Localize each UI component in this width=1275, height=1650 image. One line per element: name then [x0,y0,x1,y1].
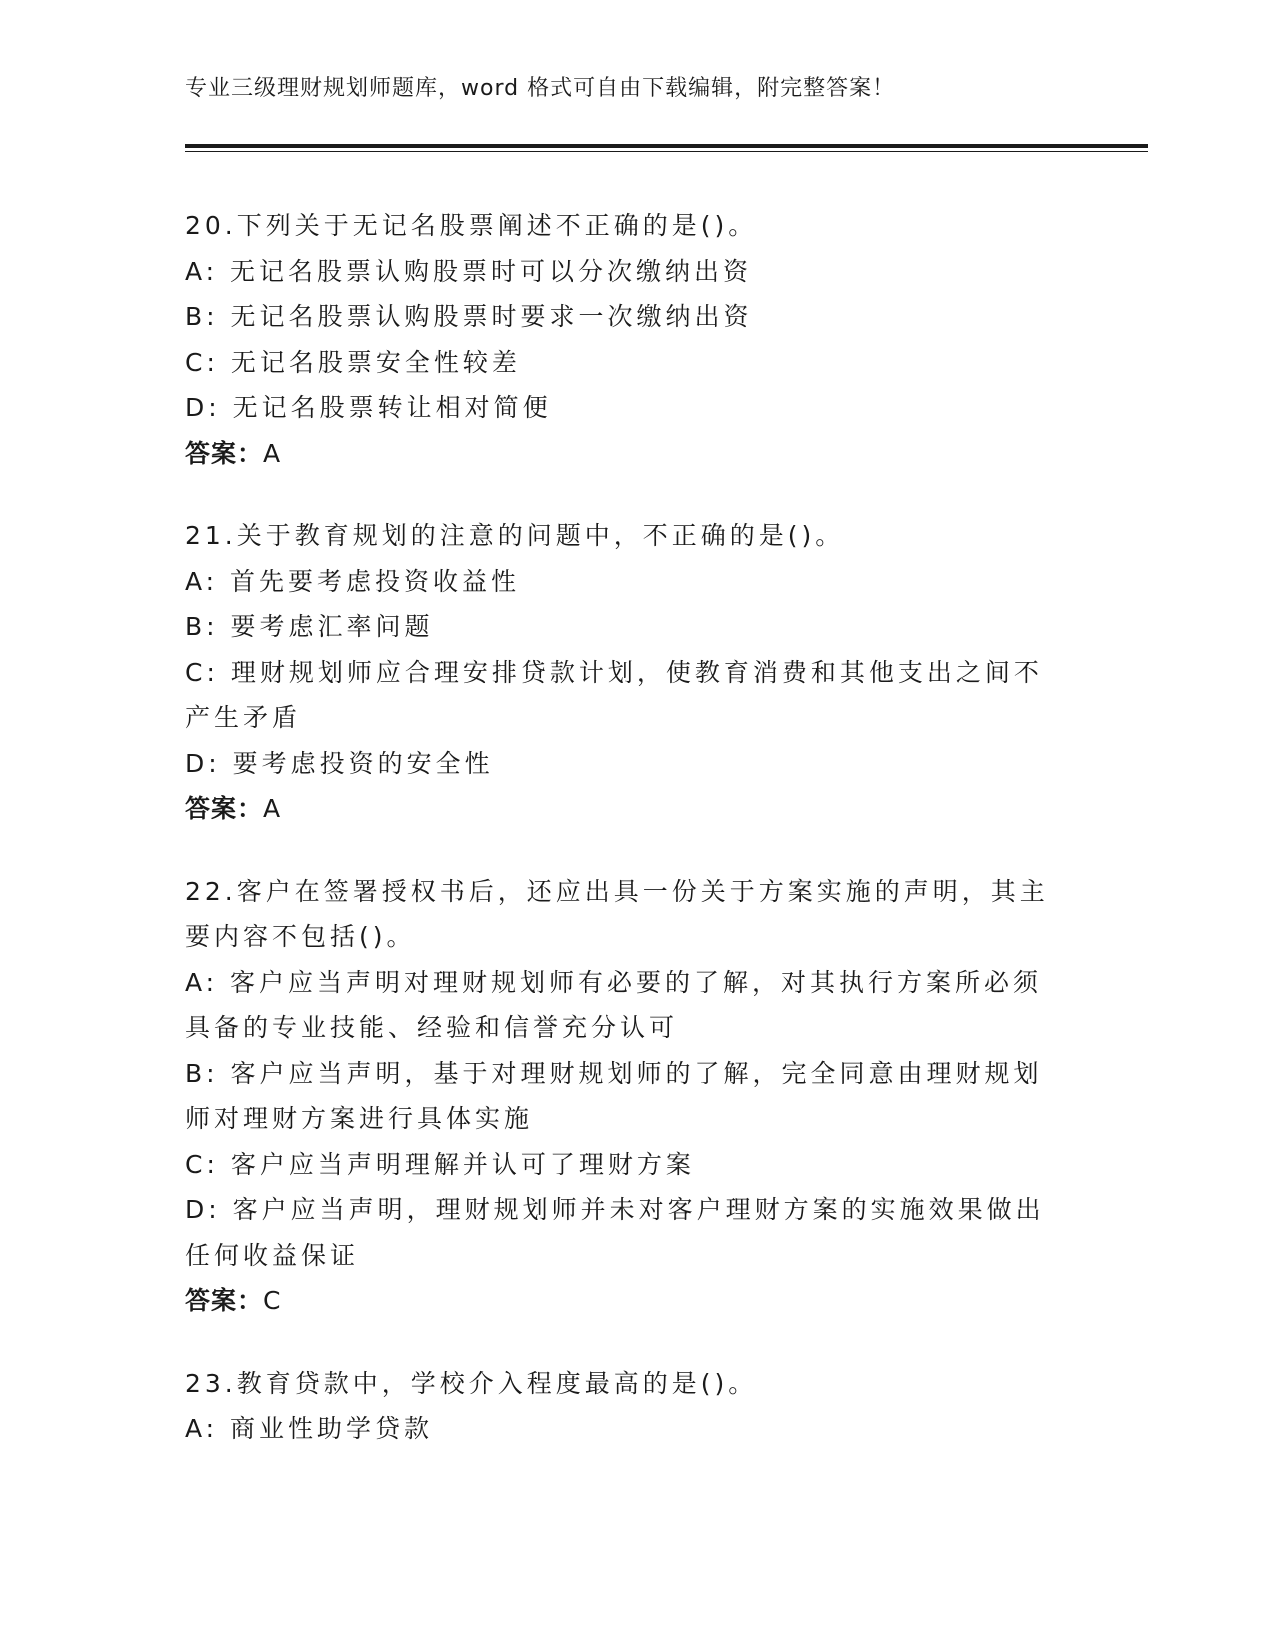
header-rule-thin [185,151,1148,152]
option-a: A: 商业性助学贷款 [185,1414,434,1443]
question-stem: 20.下列关于无记名股票阐述不正确的是()。 [185,211,758,240]
answer-label: 答案： [185,794,264,823]
question-23 [185,1361,1065,1452]
option-d: D: 要考虑投资的安全性 [185,748,494,778]
option-c: C: 客户应当声明理解并认可了理财方案 [185,1149,695,1179]
answer-line [185,786,1065,832]
question-stem: 23.教育贷款中，学校介入程度最高的是()。 [185,1368,758,1398]
answer-value: C [263,1286,282,1315]
option-c: C: 无记名股票安全性较差 [185,347,521,377]
question-stem: 22.客户在签署授权书后，还应出具一份关于方案实施的声明，其主要内容不包括()。 [185,876,1049,951]
header-rule-thick [185,144,1148,148]
option-d: D: 客户应当声明，理财规划师并未对客户理财方案的实施效果做出任何收益保证 [185,1195,1045,1270]
option-b: B: 客户应当声明，基于对理财规划师的了解，完全同意由理财规划师对理财方案进行具体实施 [185,1058,1043,1133]
answer-label: 答案： [185,438,264,468]
question-21 [185,513,1065,832]
option-d: D: 无记名股票转让相对简便 [185,393,552,422]
option-a: A: 无记名股票认购股票时可以分次缴纳出资 [185,256,753,286]
question-22 [185,869,1065,1324]
option-b: B: 无记名股票认购股票时要求一次缴纳出资 [185,302,753,331]
answer-line [185,431,1065,477]
option-c: C: 理财规划师应合理安排贷款计划，使教育消费和其他支出之间不产生矛盾 [185,657,1043,732]
option-a: A: 客户应当声明对理财规划师有必要的了解，对其执行方案所必须具备的专业技能、经验和信誉充分认可 [185,967,1043,1042]
answer-label: 答案： [185,1286,264,1315]
option-b: B: 要考虑汇率问题 [185,612,434,641]
page-header: 专业三级理财规划师题库，word 格式可自由下载编辑，附完整答案！ [185,76,896,101]
answer-value: A [263,794,282,823]
question-list [185,203,1065,1489]
option-a: A: 首先要考虑投资收益性 [185,566,521,596]
question-stem: 21.关于教育规划的注意的问题中，不正确的是()。 [185,521,845,550]
answer-value: A [263,438,282,468]
answer-line [185,1278,1065,1324]
question-20 [185,203,1065,476]
